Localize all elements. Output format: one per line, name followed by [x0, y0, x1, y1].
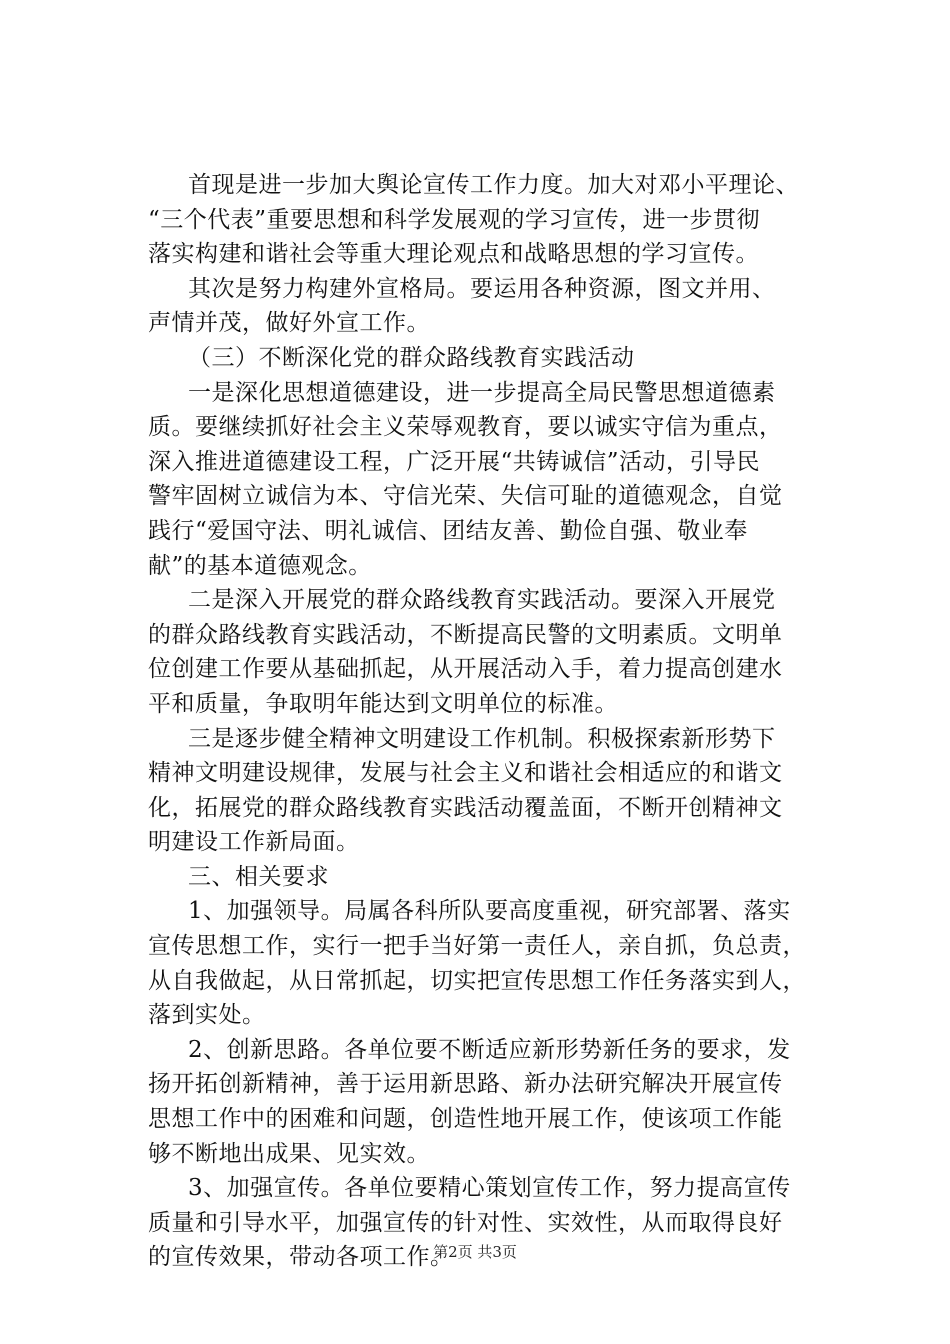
paragraph-line: “三个代表”重要思想和科学发展观的学习宣传，进一步贯彻 — [148, 206, 761, 233]
paragraph-line: 二是深入开展党的群众路线教育实践活动。要深入开展党 — [188, 587, 776, 614]
paragraph-line: 声情并茂，做好外宣工作。 — [148, 310, 430, 337]
document-body — [148, 168, 808, 1275]
paragraph-line: 2、创新思路。各单位要不断适应新形势新任务的要求，发 — [188, 1036, 791, 1063]
paragraph-line: 质量和引导水平，加强宣传的针对性、实效性，从而取得良好 — [148, 1209, 783, 1236]
paragraph-line: 落到实处。 — [148, 1002, 266, 1029]
paragraph-line: 落实构建和谐社会等重大理论观点和战略思想的学习宣传。 — [148, 241, 759, 268]
paragraph-line: 三是逐步健全精神文明建设工作机制。积极探索新形势下 — [188, 725, 776, 752]
paragraph-line: 的群众路线教育实践活动，不断提高民警的文明素质。文明单 — [148, 621, 783, 648]
paragraph-line: 深入推进道德建设工程，广泛开展“共铸诚信”活动，引导民 — [148, 448, 761, 475]
paragraph-line: 思想工作中的困难和问题，创造性地开展工作，使该项工作能 — [148, 1106, 783, 1133]
paragraph-line: 够不断地出成果、见实效。 — [148, 1140, 430, 1167]
paragraph-line: 其次是努力构建外宣格局。要运用各种资源，图文并用、 — [188, 275, 776, 302]
paragraph-line: 一是深化思想道德建设，进一步提高全局民警思想道德素 — [188, 379, 776, 406]
paragraph-line: 首现是进一步加大舆论宣传工作力度。加大对邓小平理论、 — [188, 172, 799, 198]
paragraph-line: 践行“爱国守法、明礼诚信、团结友善、勤俭自强、敬业奉 — [148, 517, 748, 544]
paragraph-line: 宣传思想工作，实行一把手当好第一责任人，亲自抓，负总责， — [148, 933, 806, 960]
paragraph-line: 位创建工作要从基础抓起，从开展活动入手，着力提高创建水 — [148, 656, 783, 683]
section-heading: 三、相关要求 — [188, 863, 329, 890]
paragraph-line: 献”的基本道德观念。 — [148, 552, 372, 579]
paragraph-line: 从自我做起，从日常抓起，切实把宣传思想工作任务落实到人， — [148, 967, 806, 994]
paragraph-line: 质。要继续抓好社会主义荣辱观教育，要以诚实守信为重点， — [148, 414, 783, 441]
paragraph-line: 平和质量，争取明年能达到文明单位的标准。 — [148, 690, 618, 717]
paragraph-line: 化，拓展党的群众路线教育实践活动覆盖面，不断开创精神文 — [148, 794, 783, 821]
paragraph-line: 精神文明建设规律，发展与社会主义和谐社会相适应的和谐文 — [148, 760, 783, 787]
paragraph-line: 的宣传效果，带动各项工作。 — [148, 1244, 454, 1271]
paragraph-line: 警牢固树立诚信为本、守信光荣、失信可耻的道德观念，自觉 — [148, 483, 783, 510]
paragraph-line: 扬开拓创新精神，善于运用新思路、新办法研究解决开展宣传 — [148, 1071, 783, 1098]
page-number-footer: 第2页 共3页 — [433, 1243, 517, 1261]
paragraph-line: 1、加强领导。局属各科所队要高度重视，研究部署、落实 — [188, 898, 791, 925]
section-heading: （三）不断深化党的群众路线教育实践活动 — [188, 344, 635, 371]
paragraph-line: 明建设工作新局面。 — [148, 829, 360, 856]
paragraph-line: 3、加强宣传。各单位要精心策划宣传工作，努力提高宣传 — [188, 1175, 791, 1202]
